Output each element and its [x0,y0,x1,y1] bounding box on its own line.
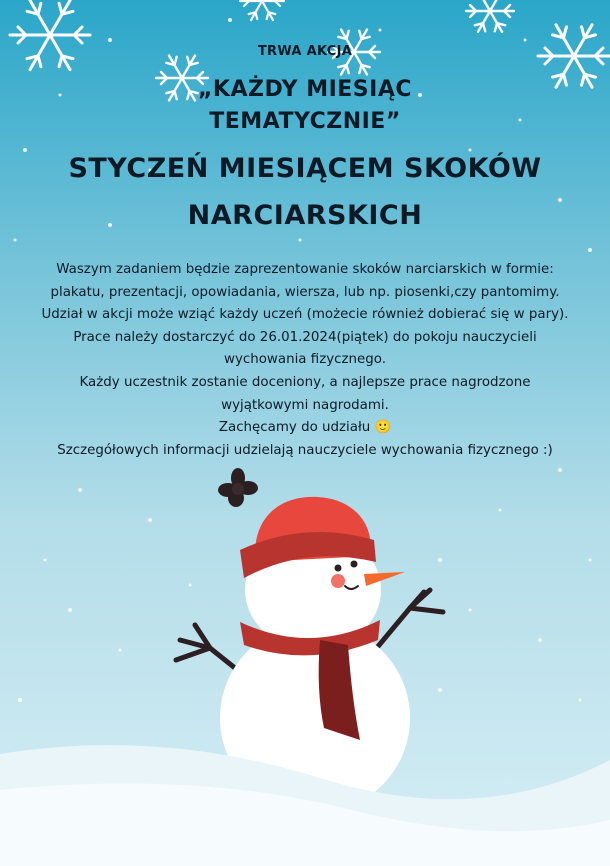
body-line: plakatu, prezentacji, opowiadania, wiersza, lub np. piosenki,czy pantomimy. [50,284,560,300]
body-line: Szczegółowych informacji udzielają nauczyciele wychowania fizycznego :) [57,442,553,458]
campaign-title-line: „KAŻDY MIESIĄC [197,77,413,102]
body-line: Udział w akcji może wziąć każdy uczeń (możecie również dobierać się w pary). [41,307,569,323]
snowman-carrot-nose [364,572,405,586]
hat-bow-icon [218,468,258,507]
snowman-eye [335,565,342,572]
body-line: wychowania fizycznego. [224,352,386,368]
headline-line: NARCIARSKICH [187,200,423,231]
body-line: Zachęcamy do udziału 🙂 [218,420,392,436]
campaign-subtitle: TRWA AKCJA [257,44,353,59]
snowman-cheek [331,574,345,588]
campaign-title-line: TEMATYCZNIE” [209,109,401,134]
body-line: wyjątkowymi nagrodami. [221,397,389,413]
body-line: Każdy uczestnik zostanie doceniony, a najlepsze prace nagrodzone [79,374,531,390]
body-line: Prace należy dostarczyć do 26.01.2024(piątek) do pokoju nauczycieli [73,329,537,345]
snowman-eye [351,561,358,568]
headline-line: STYCZEŃ MIESIĄCEM SKOKÓW [68,153,542,184]
body-line: Waszym zadaniem będzie zaprezentowanie skoków narciarskich w formie: [56,262,554,277]
